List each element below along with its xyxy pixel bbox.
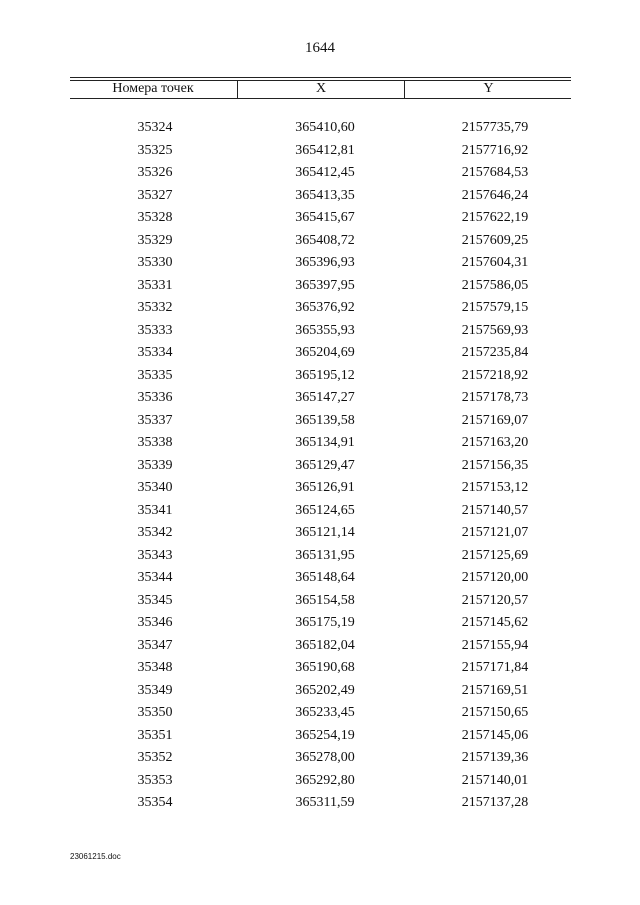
table-row	[0, 635, 640, 658]
point-number-cell: 35352	[137, 750, 173, 765]
x-coordinate-cell: 365126,91	[295, 480, 355, 495]
x-coordinate-cell: 365412,81	[295, 142, 355, 158]
x-coordinate-cell: 365397,95	[295, 277, 355, 293]
x-coordinate-cell: 365355,93	[295, 322, 355, 338]
table-row	[0, 657, 640, 680]
table-row	[0, 612, 640, 635]
y-coordinate-cell: 2157120,00	[461, 570, 529, 585]
y-coordinate-cell: 2157169,07	[461, 412, 529, 428]
x-coordinate-cell: 365292,80	[295, 772, 355, 788]
point-number-cell: 35336	[137, 390, 173, 405]
x-coordinate-cell: 365311,59	[295, 795, 355, 810]
point-number-cell: 35339	[137, 457, 173, 473]
table-row	[0, 387, 640, 410]
x-coordinate-cell: 365233,45	[295, 705, 355, 720]
x-coordinate-cell: 365204,69	[295, 345, 355, 360]
table-header	[70, 77, 571, 99]
y-coordinate-cell: 2157586,05	[461, 277, 529, 293]
point-number-cell: 35345	[137, 592, 173, 608]
x-coordinate-cell: 365182,04	[295, 637, 355, 653]
table-row	[0, 275, 640, 298]
point-number-cell: 35346	[137, 615, 173, 630]
table-row	[0, 567, 640, 590]
y-coordinate-cell: 2157163,20	[461, 435, 529, 450]
x-coordinate-cell: 365148,64	[295, 570, 355, 585]
table-row	[0, 117, 640, 140]
x-coordinate-cell: 365396,93	[295, 255, 355, 270]
x-coordinate-cell: 365129,47	[295, 457, 355, 473]
x-coordinate-cell: 365175,19	[295, 615, 355, 630]
table-row	[0, 140, 640, 163]
table-row	[0, 725, 640, 748]
table-row	[0, 320, 640, 343]
point-number-cell: 35328	[137, 210, 173, 225]
table-row	[0, 252, 640, 275]
point-number-cell: 35329	[137, 232, 173, 248]
point-number-cell: 35349	[137, 682, 173, 698]
y-coordinate-cell: 2157622,19	[461, 210, 529, 225]
y-coordinate-cell: 2157604,31	[461, 255, 529, 270]
y-coordinate-cell: 2157178,73	[461, 390, 529, 405]
point-number-cell: 35350	[137, 705, 173, 720]
y-coordinate-cell: 2157569,93	[461, 322, 529, 338]
y-coordinate-cell: 2157156,35	[461, 457, 529, 473]
table-row	[0, 792, 640, 815]
point-number-cell: 35334	[137, 345, 173, 360]
header-x: X	[237, 81, 404, 98]
x-coordinate-cell: 365190,68	[295, 660, 355, 675]
y-coordinate-cell: 2157140,01	[461, 772, 529, 788]
table-row	[0, 702, 640, 725]
x-coordinate-cell: 365412,45	[295, 165, 355, 180]
y-coordinate-cell: 2157218,92	[461, 367, 529, 383]
point-number-cell: 35332	[137, 300, 173, 315]
point-number-cell: 35341	[137, 502, 173, 518]
table-row	[0, 455, 640, 478]
y-coordinate-cell: 2157579,15	[461, 300, 529, 315]
y-coordinate-cell: 2157145,06	[461, 727, 529, 743]
x-coordinate-cell: 365376,92	[295, 300, 355, 315]
table-row	[0, 185, 640, 208]
x-coordinate-cell: 365131,95	[295, 547, 355, 563]
y-coordinate-cell: 2157137,28	[461, 795, 529, 810]
y-coordinate-cell: 2157139,36	[461, 750, 529, 765]
point-number-cell: 35331	[137, 277, 173, 293]
table-row	[0, 410, 640, 433]
y-coordinate-cell: 2157171,84	[461, 660, 529, 675]
table-row	[0, 680, 640, 703]
y-coordinate-cell: 2157120,57	[461, 592, 529, 608]
footer-filename: 23061215.doc	[70, 852, 121, 861]
y-coordinate-cell: 2157716,92	[461, 142, 529, 158]
page-number: 1644	[305, 40, 335, 56]
x-coordinate-cell: 365408,72	[295, 232, 355, 248]
table-row	[0, 545, 640, 568]
table-row	[0, 477, 640, 500]
table-row	[0, 207, 640, 230]
x-coordinate-cell: 365154,58	[295, 592, 355, 608]
y-coordinate-cell: 2157155,94	[461, 637, 529, 653]
y-coordinate-cell: 2157646,24	[461, 187, 529, 203]
table-row	[0, 365, 640, 388]
point-number-cell: 35326	[137, 165, 173, 180]
y-coordinate-cell: 2157169,51	[461, 682, 529, 698]
x-coordinate-cell: 365121,14	[295, 525, 355, 540]
point-number-cell: 35325	[137, 142, 173, 158]
header-y: Y	[404, 81, 572, 98]
table-body	[0, 117, 640, 815]
x-coordinate-cell: 365415,67	[295, 210, 355, 225]
table-row	[0, 590, 640, 613]
point-number-cell: 35343	[137, 547, 173, 563]
y-coordinate-cell: 2157684,53	[461, 165, 529, 180]
y-coordinate-cell: 2157121,07	[461, 525, 529, 540]
point-number-cell: 35344	[137, 570, 173, 585]
point-number-cell: 35347	[137, 637, 173, 653]
y-coordinate-cell: 2157150,65	[461, 705, 529, 720]
point-number-cell: 35354	[137, 795, 173, 810]
table-row	[0, 747, 640, 770]
x-coordinate-cell: 365278,00	[295, 750, 355, 765]
table-row	[0, 500, 640, 523]
point-number-cell: 35337	[137, 412, 173, 428]
table-row	[0, 162, 640, 185]
point-number-cell: 35353	[137, 772, 173, 788]
point-number-cell: 35340	[137, 480, 173, 495]
table-row	[0, 230, 640, 253]
table-row	[0, 432, 640, 455]
y-coordinate-cell: 2157125,69	[461, 547, 529, 563]
point-number-cell: 35348	[137, 660, 173, 675]
point-number-cell: 35324	[137, 120, 173, 135]
x-coordinate-cell: 365254,19	[295, 727, 355, 743]
point-number-cell: 35342	[137, 525, 173, 540]
table-row	[0, 342, 640, 365]
y-coordinate-cell: 2157145,62	[461, 615, 529, 630]
point-number-cell: 35333	[137, 322, 173, 338]
x-coordinate-cell: 365410,60	[295, 120, 355, 135]
point-number-cell: 35335	[137, 367, 173, 383]
x-coordinate-cell: 365195,12	[295, 367, 355, 383]
x-coordinate-cell: 365134,91	[295, 435, 355, 450]
x-coordinate-cell: 365124,65	[295, 502, 355, 518]
x-coordinate-cell: 365139,58	[295, 412, 355, 428]
point-number-cell: 35330	[137, 255, 173, 270]
table-row	[0, 297, 640, 320]
y-coordinate-cell: 2157140,57	[461, 502, 529, 518]
point-number-cell: 35338	[137, 435, 173, 450]
header-point-numbers: Номера точек	[112, 81, 194, 96]
y-coordinate-cell: 2157735,79	[461, 120, 529, 135]
x-coordinate-cell: 365147,27	[295, 390, 355, 405]
point-number-cell: 35327	[137, 187, 173, 203]
y-coordinate-cell: 2157235,84	[461, 345, 529, 360]
y-coordinate-cell: 2157153,12	[461, 480, 529, 495]
x-coordinate-cell: 365413,35	[295, 187, 355, 203]
point-number-cell: 35351	[137, 727, 173, 743]
table-row	[0, 522, 640, 545]
y-coordinate-cell: 2157609,25	[461, 232, 529, 248]
table-row	[0, 770, 640, 793]
x-coordinate-cell: 365202,49	[295, 682, 355, 698]
